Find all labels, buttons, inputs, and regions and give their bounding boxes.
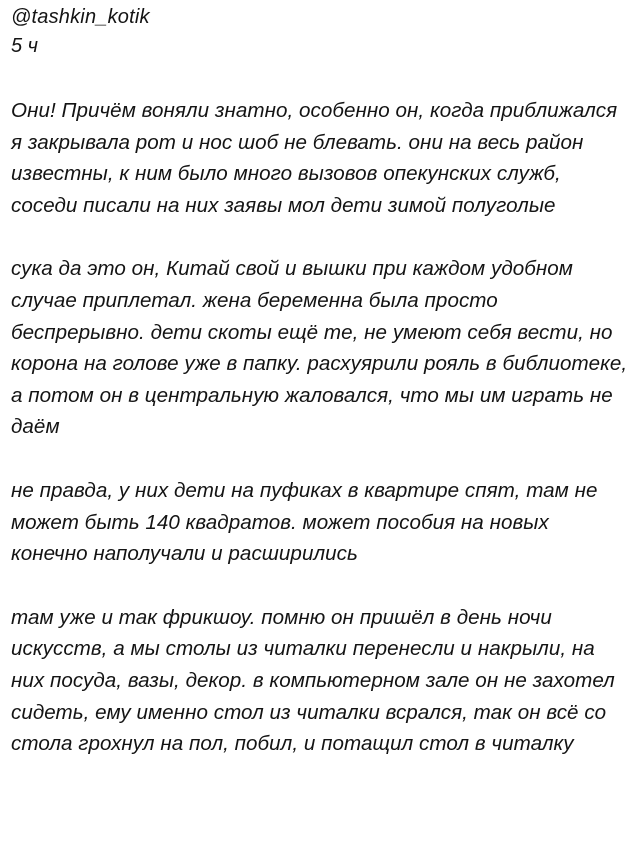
comment-paragraph-3: не правда, у них дети на пуфиках в квартире спят, там не может быть 140 квадратов. может пособия на новых конечно наполучали и расширились (11, 478, 598, 566)
comment-paragraph-4: там уже и так фрикшоу. помню он пришёл в день ночи искусств, а мы столы из читалки перенесли и накрыли, на них посуда, вазы, декор. в компьютерном зале он не захотел сидеть, ему именно стол из читалки всрался, так он всё со стола грохнул на пол, побил, и потащил стол в читалку (11, 605, 615, 756)
comment-paragraph-2: сука да это он, Китай свой и вышки при каждом удобном случае приплетал. жена беременна была просто беспрерывно. дети скоты ещё те, не умеют себя вести, но корона на голове уже в папку. расхуярили рояль в библиотеке, а потом он в центральную жаловался, что мы им играть не даём (11, 257, 628, 439)
username-link[interactable]: @tashkin_kotik (11, 6, 150, 28)
comment-paragraph-1: Они! Причём воняли знатно, особенно он, когда приближался я закрывала рот и нос шоб не блевать. они на весь район известны, к ним было много вызовов опекунских служб, соседи писали на них заявы мол дети зимой полуголые (11, 99, 618, 217)
post-time: 5 ч (11, 35, 39, 57)
comment-header (11, 4, 630, 60)
comment-body (11, 95, 630, 760)
